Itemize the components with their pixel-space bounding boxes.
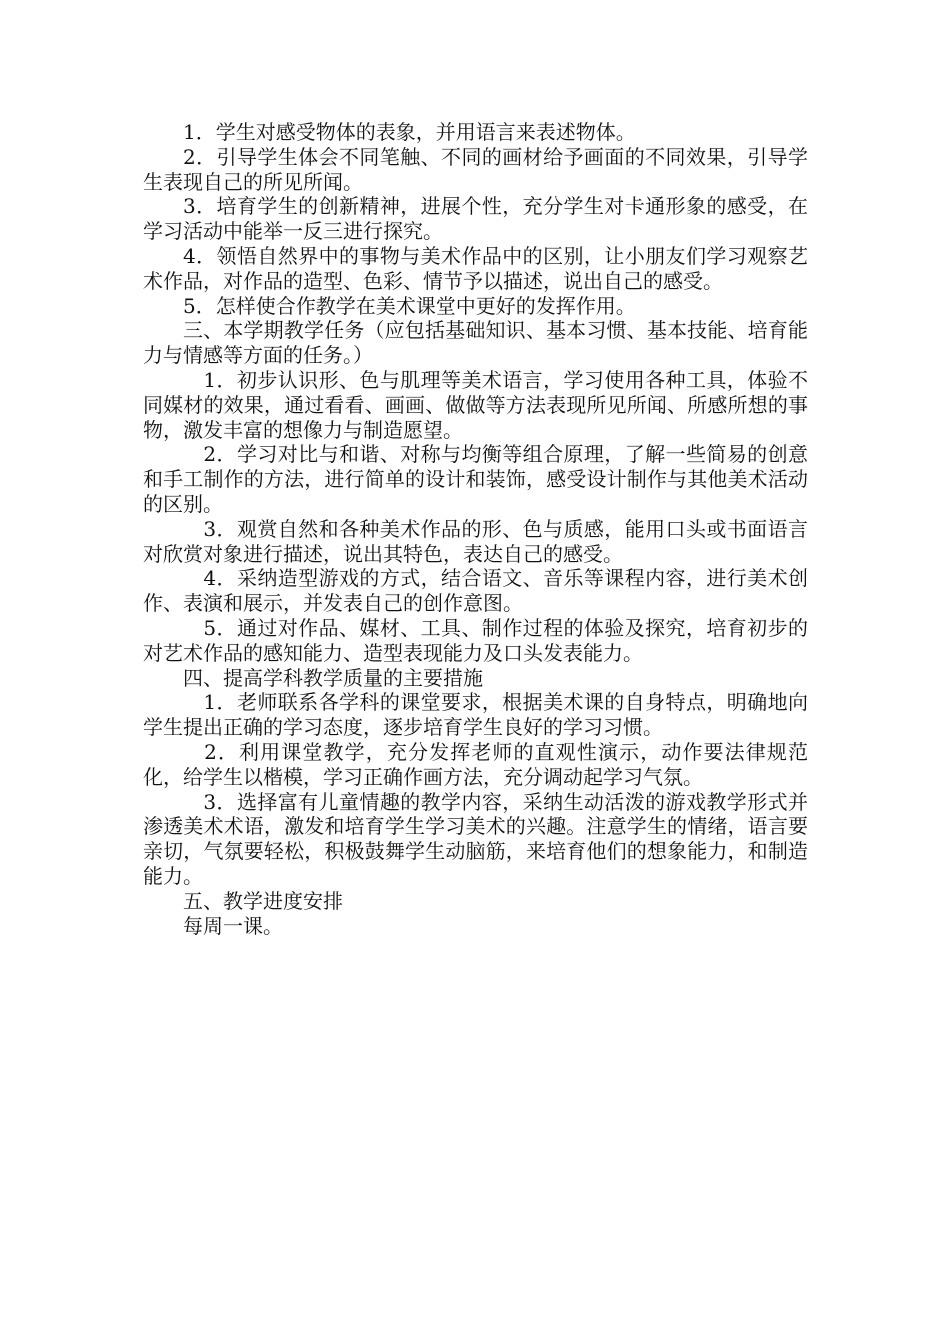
task-item-2: 2．学习对比与和谐、对称与均衡等组合原理，了解一些简易的创意和手工制作的方法，进行简单的设计和装饰，感受设计制作与其他美术活动的区别。 <box>143 442 808 516</box>
paragraph-1: 1．学生对感受物体的表象，并用语言来表述物体。 <box>183 120 636 144</box>
paragraph-5: 5．怎样使合作教学在美术课堂中更好的发挥作用。 <box>183 293 636 318</box>
paragraph-3: 3．培育学生的创新精神，进展个性，充分学生对卡通形象的感受，在学习活动中能举一反三进行探究。 <box>143 194 808 244</box>
section-heading-5: 五、教学进度安排 <box>183 888 343 913</box>
task-item-4: 4．采纳造型游戏的方式，结合语文、音乐等课程内容，进行美术创作、表演和展示，并发表自己的创作意图。 <box>143 566 808 616</box>
task-item-3: 3．观赏自然和各种美术作品的形、色与质感，能用口头或书面语言对欣赏对象进行描述，说出其特色，表达自己的感受。 <box>143 516 808 566</box>
task-item-1: 1．初步认识形、色与肌理等美术语言，学习使用各种工具，体验不同媒材的效果，通过看看、画画、做做等方法表现所见所闻、所感所想的事物，激发丰富的想像力与制造愿望。 <box>143 367 808 442</box>
schedule-text: 每周一课。 <box>183 913 283 938</box>
paragraph-2: 2．引导学生体会不同笔触、不同的画材给予画面的不同效果，引导学生表现自己的所见所闻。 <box>143 144 808 194</box>
section-heading-3: 三、本学期教学任务（应包括基础知识、基本习惯、基本技能、培育能力与情感等方面的任务。） <box>143 318 808 368</box>
measure-item-2: 2．利用课堂教学，充分发挥老师的直观性演示，动作要法律规范化，给学生以楷模，学习正确作画方法，充分调动起学习气氛。 <box>143 739 808 789</box>
measure-item-3: 3．选择富有儿童情趣的教学内容，采纳生动活泼的游戏教学形式并渗透美术术语，激发和培育学生学习美术的兴趣。注意学生的情绪，语言要亲切，气氛要轻松，积极鼓舞学生动脑筋，来培育他们的想象能力，和制造能力。 <box>143 789 808 888</box>
document-body <box>143 120 808 938</box>
task-item-5: 5．通过对作品、媒材、工具、制作过程的体验及探究，培育初步的对艺术作品的感知能力、造型表现能力及口头发表能力。 <box>143 615 808 665</box>
paragraph-4: 4．领悟自然界中的事物与美术作品中的区别，让小朋友们学习观察艺术作品，对作品的造型、色彩、情节予以描述，说出自己的感受。 <box>143 243 808 293</box>
measure-item-1: 1．老师联系各学科的课堂要求，根据美术课的自身特点，明确地向学生提出正确的学习态度，逐步培育学生良好的学习习惯。 <box>143 690 808 740</box>
section-heading-4: 四、提高学科教学质量的主要措施 <box>183 665 483 690</box>
